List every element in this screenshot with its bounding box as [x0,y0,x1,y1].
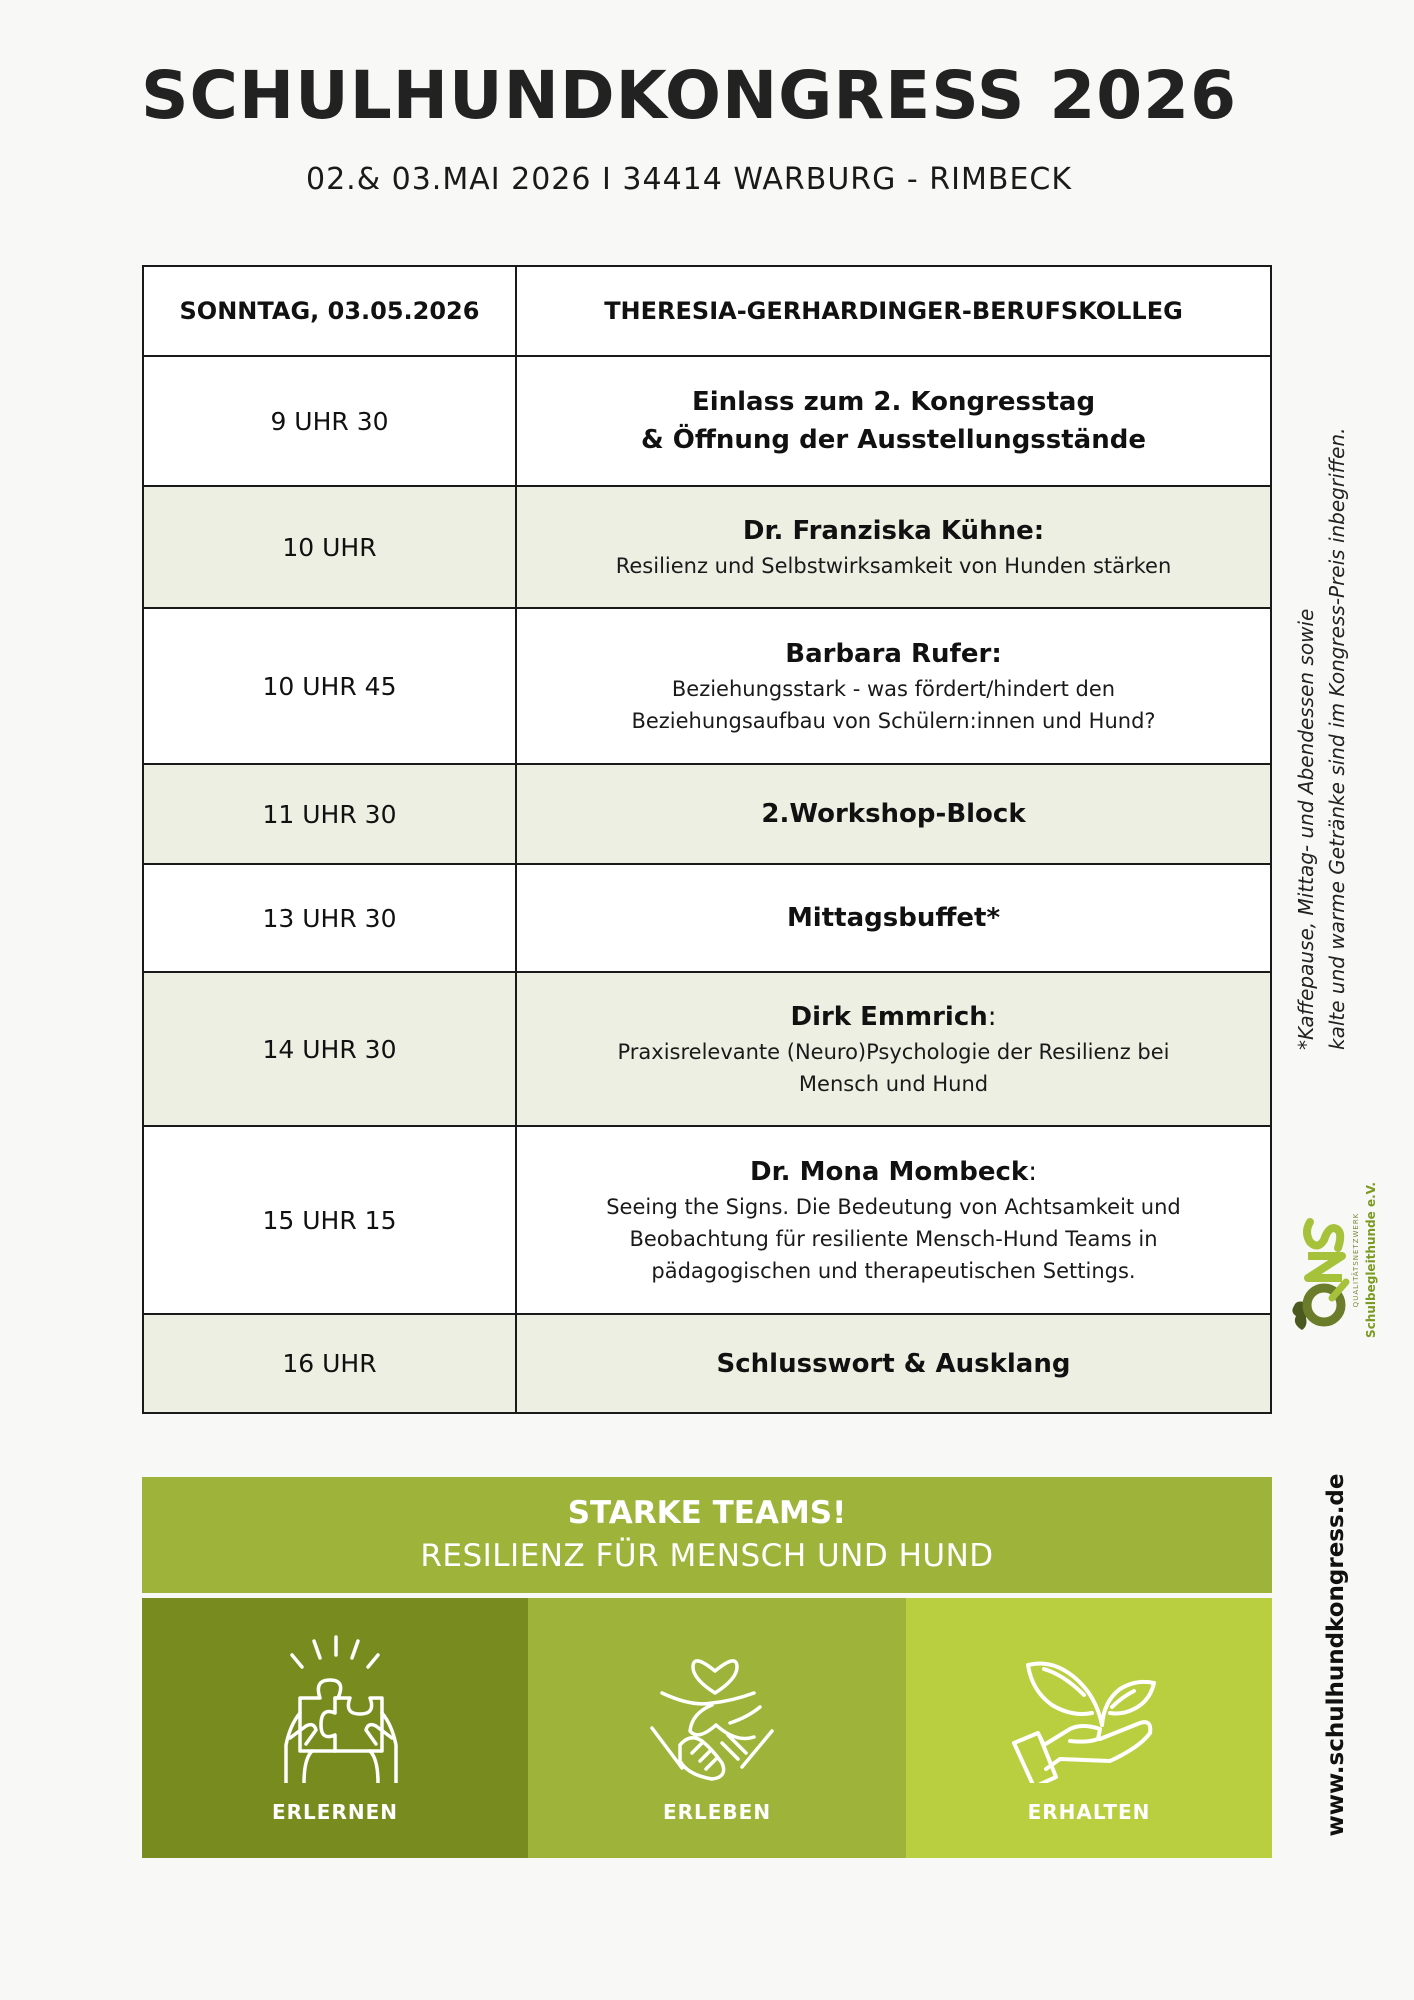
footnote-line-2: kalte und warme Getränke sind im Kongress-Preis inbegriffen. [1325,427,1349,1050]
banner-subtitle: RESILIENZ FÜR MENSCH UND HUND [420,1538,994,1574]
event-title: 2.Workshop-Block [761,799,1026,829]
table-row [144,609,1270,765]
schedule-header-row [144,267,1270,357]
event-cell [517,765,1270,863]
hands-puzzle-icon [260,1633,410,1783]
qns-logo-icon [1282,1180,1402,1340]
table-row [144,357,1270,487]
qns-logo [1282,1180,1402,1340]
banner-title: STARKE TEAMS! [567,1495,847,1531]
event-title: Einlass zum 2. Kongresstag [691,387,1096,417]
event-cell [517,1127,1270,1313]
speaker-name-text: Dirk Emmrich [790,1002,988,1032]
talk-title: Seeing the Signs. Die Bedeutung von Achtsamkeit und [606,1195,1181,1219]
talk-title: Beziehungsaufbau von Schülern:innen und Hund? [631,709,1156,733]
pillar-label: ERLERNEN [271,1800,398,1824]
event-cell [517,865,1270,971]
website-link[interactable]: www.schulhundkongress.de [1323,1473,1349,1837]
speaker-colon: : [1028,1157,1037,1187]
footnote-line-1: *Kaffepause, Mittag- und Abendessen sowie [1294,608,1318,1050]
hand-sprout-icon [1004,1633,1174,1783]
event-cell [517,357,1270,485]
time-cell: 15 UHR 15 [144,1127,517,1313]
table-row [144,865,1270,973]
event-title: Mittagsbuffet* [786,903,1001,933]
speaker-name [750,1153,1037,1191]
event-cell [517,487,1270,607]
table-row [144,765,1270,865]
event-cell [517,973,1270,1125]
schedule-table [142,265,1272,1414]
talk-title: Resilienz und Selbstwirksamkeit von Hunden stärken [615,554,1172,578]
talk-title: pädagogischen und therapeutischen Settings. [651,1259,1136,1283]
page-title: SCHULHUNDKONGRESS 2026 [140,57,1238,134]
motto-banner [142,1477,1272,1593]
pillar-erlernen [142,1598,528,1858]
table-row [144,973,1270,1127]
talk-title: Mensch und Hund [798,1072,989,1096]
speaker-name [790,998,996,1036]
venue-label: THERESIA-GERHARDINGER-BERUFSKOLLEG [604,297,1183,325]
table-row [144,1127,1270,1315]
pillars [142,1598,1272,1858]
event-title: & Öffnung der Ausstellungsstände [641,425,1146,455]
day-label: SONNTAG, 03.05.2026 [144,267,517,355]
catering-footnote [1291,330,1353,1050]
event-cell [517,1315,1270,1412]
pillar-erleben [528,1598,906,1858]
time-cell: 13 UHR 30 [144,865,517,971]
event-cell [517,609,1270,763]
speaker-colon: : [987,1002,997,1032]
pillar-label: ERLEBEN [662,1800,772,1824]
event-title: Schlusswort & Ausklang [716,1348,1071,1379]
logo-tagline: QUALITÄTSNETZWERK [1352,1212,1360,1308]
speaker-name: Dr. Franziska Kühne: [742,516,1045,546]
time-cell: 16 UHR [144,1315,517,1412]
table-row [144,1315,1270,1412]
time-cell: 10 UHR 45 [144,609,517,763]
time-cell: 9 UHR 30 [144,357,517,485]
pillar-erhalten [906,1598,1272,1858]
speaker-name: Barbara Rufer: [785,639,1002,669]
speaker-name-text: Dr. Mona Mombeck [749,1157,1029,1187]
time-cell: 10 UHR [144,487,517,607]
talk-title: Beziehungsstark - was fördert/hindert den [671,677,1116,701]
pillar-label: ERHALTEN [1027,1800,1151,1824]
table-row [144,487,1270,609]
time-cell: 11 UHR 30 [144,765,517,863]
talk-title: Beobachtung für resiliente Mensch-Hund Teams in [629,1227,1158,1251]
handshake-heart-icon [642,1633,792,1783]
time-cell: 14 UHR 30 [144,973,517,1125]
talk-title: Praxisrelevante (Neuro)Psychologie der Resilienz bei [617,1040,1170,1064]
logo-name: Schulbegleithunde e.V. [1364,1182,1378,1338]
event-date-location: 02.& 03.MAI 2026 I 34414 WARBURG - RIMBECK [305,162,1073,197]
